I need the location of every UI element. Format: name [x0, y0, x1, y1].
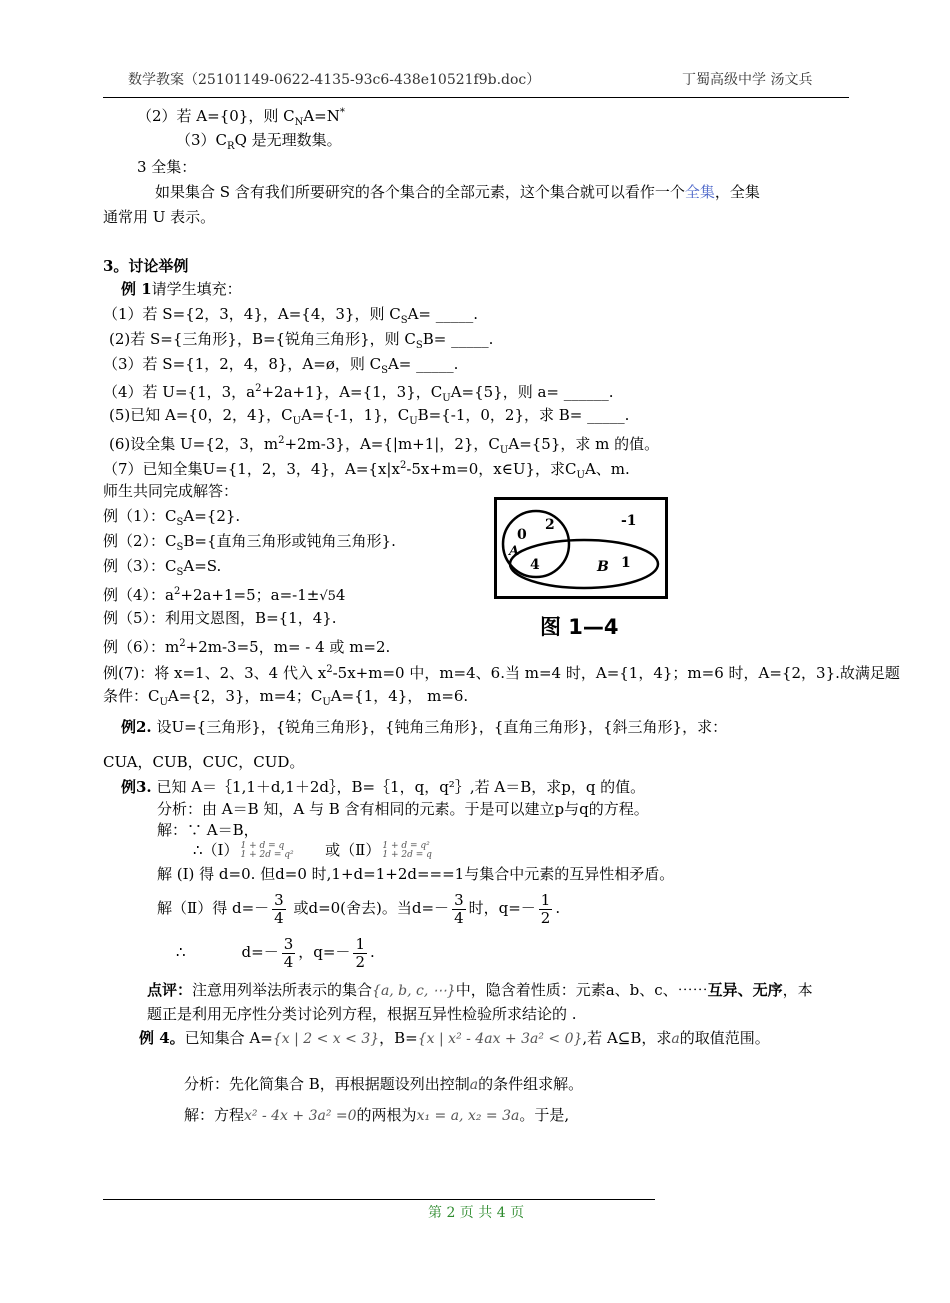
figure-caption: 图 1—4 — [540, 615, 619, 639]
example-4-solution: 解：方程x² - 4x + 3a² =0的两根为x₁ = a, x₂ = 3a。于是, — [184, 1106, 570, 1124]
venn-label-a: A — [509, 544, 520, 559]
question-6: (6)设全集 U={2，3，$m^2+2m-3$}，A={|m+1|，2}，$C_UA=\{5\}$，求 m 的值。 — [109, 435, 660, 456]
venn-label-2: 2 — [545, 517, 555, 533]
header-divider — [103, 97, 849, 98]
question-3: （3）若 S={1，2，4，8}，A=ø，则 $C_SA=$ _____. — [103, 355, 459, 376]
line-complement-r: $(3)C_RQ$ 是无理数集。 — [176, 131, 342, 152]
question-7: （7）已知全集U={1，2，3，4}，$A=\{x|x^2-5x+m=0$，x∈U}，求$C_UA$、m. — [103, 460, 630, 481]
answer-7-line1: 例(7)：将 x=1、2、3、4 代入 $x^2-5x+m=0$ 中，m=4、6.当 m=4 时，A={1，4}；m=6 时，A={2，3}.故满足题 — [103, 664, 900, 682]
example-3: 例3. 已知 A＝｛1,1＋d,1＋2d｝，B=｛1，q，q²｝,若 A＝B，求p，q 的值。 — [121, 778, 646, 796]
venn-diagram — [494, 497, 668, 599]
universal-set-link[interactable]: 全集 — [684, 183, 715, 201]
answer-3: 例（3）：$C_SA=S$. — [103, 557, 222, 578]
answer-1: 例（1）：$C_SA=\{2\}$. — [103, 507, 241, 528]
venn-label-minus-1: -1 — [621, 513, 637, 529]
example-1-intro: 例 1请学生填充： — [121, 280, 242, 298]
fraction-3-4: $\frac{3}{4}$ — [454, 890, 464, 927]
footer-page-number: 第 2 页 共 4 页 — [428, 1205, 525, 1221]
example-3-result-1: 解 (Ⅰ) 得 d=0. 但d=0 时,1+d=1+2d===1与集合中元素的互异性相矛盾。 — [157, 865, 675, 883]
fraction-3-4: $\frac{3}{4}$ — [274, 890, 284, 927]
venn-label-0: 0 — [517, 527, 527, 543]
question-1: （1）若 S={2，3，4}，A={4，3}，则 $C_SA=$ _____. — [103, 305, 478, 326]
header-doc-title: 数学教案（25101149-0622-4135-93c6-438e10521f9b.doc） — [128, 72, 541, 88]
example-2-line2: CUA，CUB，CUC，CUD。 — [103, 753, 305, 771]
venn-diagram-figure — [494, 497, 668, 599]
line-complement-n: （2）若 A={0}，则 $C_NA=N^*$ — [137, 107, 345, 128]
note-line-2: 题正是利用无序性分类讨论列方程，根据互异性检验所求结论的 . — [147, 1005, 577, 1023]
answer-7-line2: 条件：$C_UA=\{2$，3}，m=4；$C_UA=\{1$，4}， m=6. — [103, 687, 469, 708]
system-i: 1 + d = q 1 + 2d = q² — [240, 841, 294, 860]
fraction-1-2: $\frac{1}{2}$ — [540, 890, 551, 927]
example-3-systems: ∴（Ⅰ） 1 + d = q 1 + 2d = q² 或（Ⅱ） 1 + d = q² 1 + 2d = q — [193, 841, 432, 860]
venn-label-1: 1 — [621, 555, 631, 571]
example-3-conclusion: ∴ d=－ $\frac{3}{4}$ ，q=－ $\frac{1}{2}$ . — [176, 934, 375, 971]
answer-4: 例（4）：$a^2+2a+1=5$；a=-1±√54 — [103, 586, 346, 604]
solutions-intro: 师生共同完成解答： — [103, 482, 239, 500]
heading-universal-set: 3 全集： — [137, 158, 197, 176]
answer-6: 例（6）：$m^2+2m-3=5$，m= - 4 或 m=2. — [103, 638, 391, 656]
example-3-result-2: 解（Ⅱ）得 d=－ $\frac{3}{4}$ 或d=0(舍去)。当d=－ $\frac{3}{4}$ 时，q=－ $\frac{1}{2}$ . — [157, 890, 561, 927]
question-4: （4）若 U={1，3，$a^2+2a+1$}，A={1，3}，$C_UA=\{5\}$，则 a= ______. — [103, 383, 614, 404]
answer-5: 例（5）：利用文恩图，B={1，4}. — [103, 609, 337, 627]
answer-2: 例（2）：$C_SB=${直角三角形或钝角三角形}. — [103, 532, 396, 553]
example-4: 例 4。已知集合 A={x | 2 < x < 3}，B={x | x² - 4ax + 3a² < 0},若 A⊆B，求a的取值范围。 — [139, 1029, 770, 1047]
question-2: (2)若 S={三角形}，B={锐角三角形}，则 $C_SB=$ _____. — [109, 330, 494, 351]
example-3-analysis: 分析：由 A＝B 知，A 与 B 含有相同的元素。于是可以建立p与q的方程。 — [157, 800, 649, 818]
section-heading-examples: 3。讨论举例 — [103, 257, 189, 275]
system-ii: 1 + d = q² 1 + 2d = q — [382, 841, 432, 860]
venn-label-4: 4 — [530, 557, 540, 573]
question-5: (5)已知 A={0，2，4}，$C_UA=\{-1$，1}，$C_UB=\{-1$，0，2}，求 B= _____. — [109, 406, 630, 427]
fraction-1-2: $\frac{1}{2}$ — [355, 934, 365, 971]
venn-label-b: B — [597, 559, 609, 575]
header-author: 丁蜀高级中学 汤文兵 — [682, 72, 813, 88]
example-3-solution: 解：∵ A＝B， — [157, 821, 259, 839]
example-2: 例2. 设U={三角形}，{锐角三角形}，{钝角三角形}，{直角三角形}，{斜三角形}，求： — [121, 718, 728, 736]
example-4-analysis: 分析：先化简集合 B，再根据题设列出控制a的条件组求解。 — [184, 1075, 584, 1093]
fraction-3-4: $\frac{3}{4}$ — [283, 934, 294, 971]
footer-divider — [103, 1199, 655, 1200]
paragraph-universal-set-cont: 通常用 U 表示。 — [103, 208, 216, 226]
note-line-1: 点评：注意用列举法所表示的集合{a, b, c, ⋯}中，隐含着性质：元素a、b、c、⋯⋯互异、无序，本 — [147, 981, 813, 999]
paragraph-universal-set: 如果集合 S 含有我们所要研究的各个集合的全部元素，这个集合就可以看作一个全集，全集 — [155, 183, 760, 201]
